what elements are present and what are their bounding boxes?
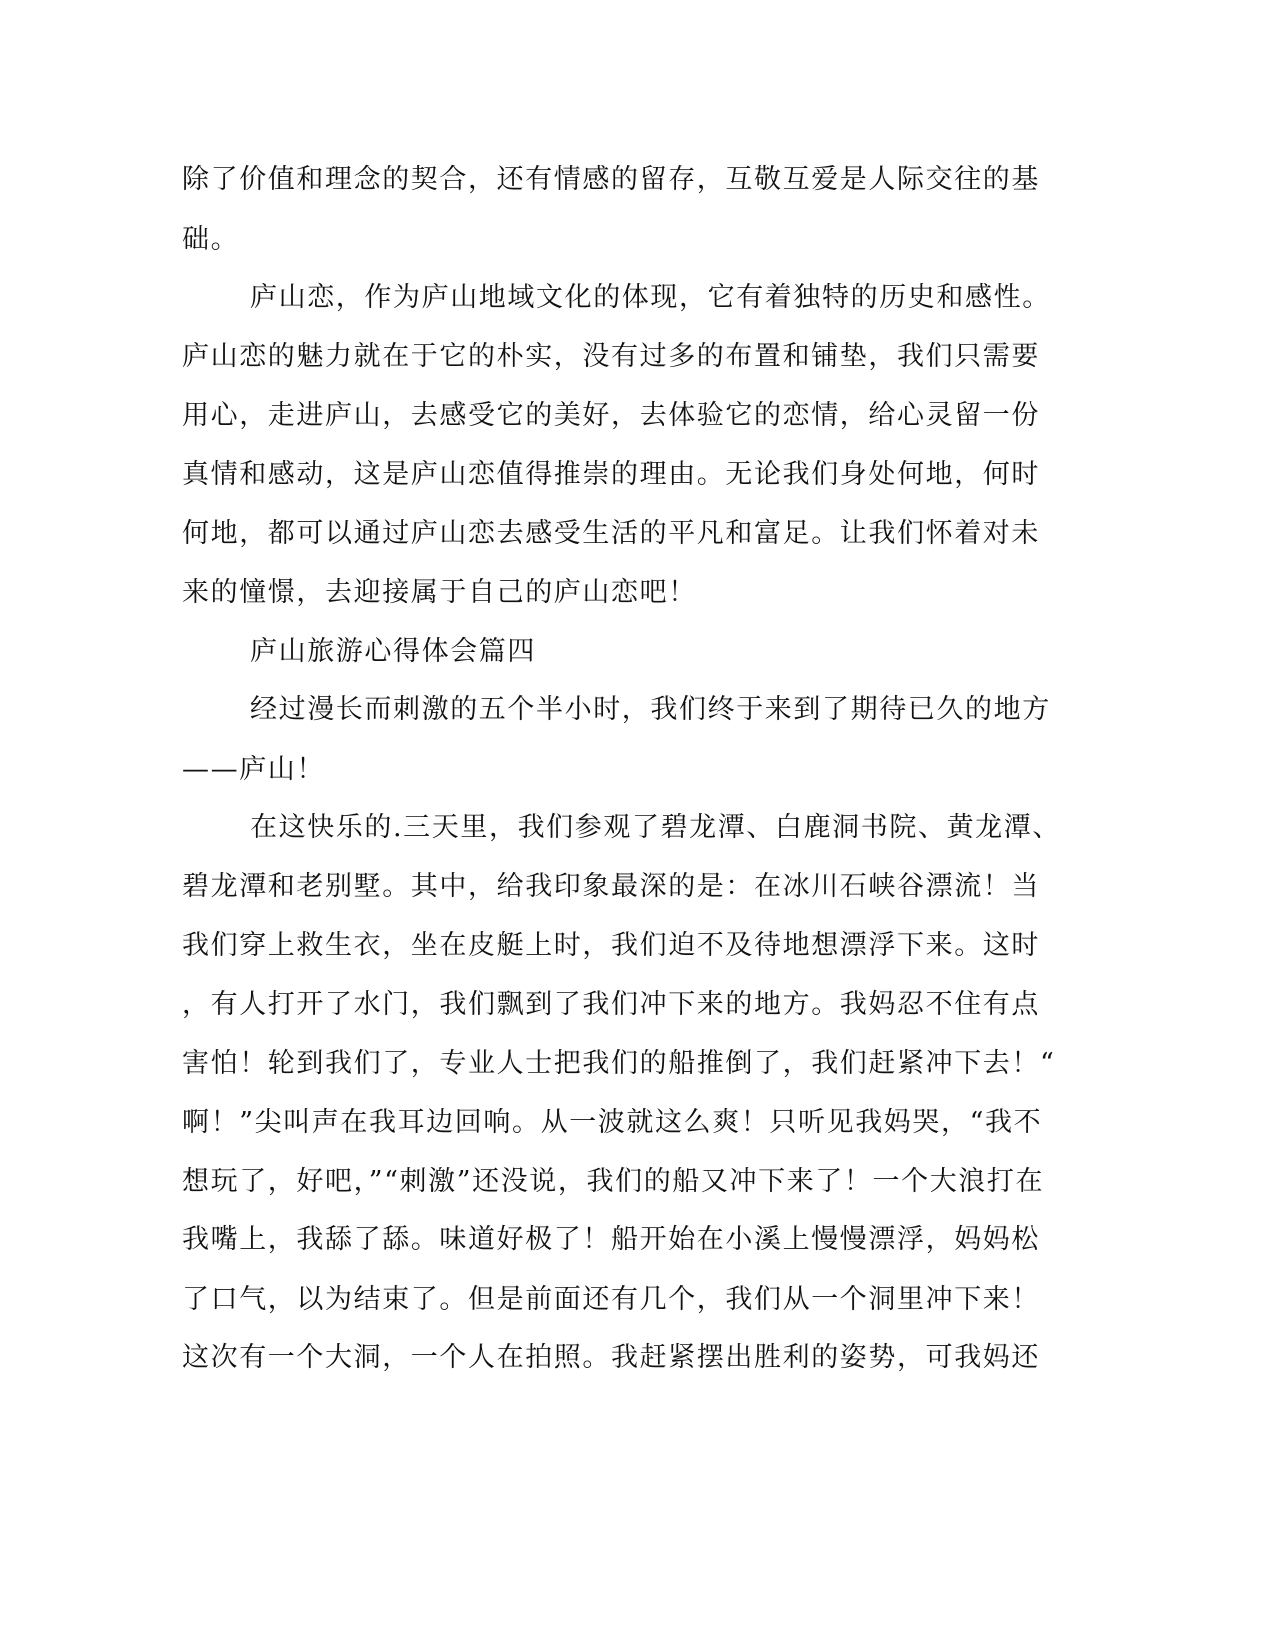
paragraph-line: 来的憧憬，去迎接属于自己的庐山恋吧！ (182, 577, 697, 608)
paragraph-line: 我们穿上救生衣，坐在皮艇上时，我们迫不及待地想漂浮下来。这时 (182, 930, 1040, 961)
paragraph-line: 庐山恋的魅力就在于它的朴实，没有过多的布置和铺垫，我们只需要 (182, 341, 1040, 372)
paragraph-line: ，有人打开了水门，我们飘到了我们冲下来的地方。我妈忍不住有点 (182, 989, 1040, 1020)
paragraph-line: 了口气，以为结束了。但是前面还有几个，我们从一个洞里冲下来！ (182, 1284, 1040, 1315)
paragraph-line: 想玩了，好吧，”“刺激”还没说，我们的船又冲下来了！一个大浪打在 (182, 1166, 1045, 1197)
paragraph-line: 在这快乐的.三天里，我们参观了碧龙潭、白鹿洞书院、黄龙潭、 (250, 812, 1061, 843)
paragraph-line: 庐山恋，作为庐山地域文化的体现，它有着独特的历史和感性。 (250, 282, 1051, 313)
paragraph-line: 用心，走进庐山，去感受它的美好，去体验它的恋情，给心灵留一份 (182, 400, 1040, 431)
paragraph-line: 啊！”尖叫声在我耳边回响。从一波就这么爽！只听见我妈哭，“我不 (182, 1107, 1043, 1138)
paragraph-line: ——庐山！ (182, 754, 325, 785)
paragraph-line: 这次有一个大洞，一个人在拍照。我赶紧摆出胜利的姿势，可我妈还 (182, 1342, 1040, 1373)
paragraph-line: 碧龙潭和老别墅。其中，给我印象最深的是：在冰川石峡谷漂流！当 (182, 871, 1040, 902)
paragraph-line: 害怕！轮到我们了，专业人士把我们的船推倒了，我们赶紧冲下去！“ (182, 1048, 1056, 1079)
paragraph-line: 除了价值和理念的契合，还有情感的留存，互敬互爱是人际交往的基 (182, 164, 1040, 195)
paragraph-line: 础。 (182, 224, 240, 255)
paragraph-line: 何地，都可以通过庐山恋去感受生活的平凡和富足。让我们怀着对未 (182, 518, 1040, 549)
paragraph-line: 我嘴上，我舔了舔。味道好极了！船开始在小溪上慢慢漂浮，妈妈松 (182, 1224, 1040, 1255)
section-heading: 庐山旅游心得体会篇四 (250, 636, 536, 667)
paragraph-line: 真情和感动，这是庐山恋值得推崇的理由。无论我们身处何地，何时 (182, 459, 1040, 490)
paragraph-line: 经过漫长而刺激的五个半小时，我们终于来到了期待已久的地方 (250, 694, 1051, 725)
